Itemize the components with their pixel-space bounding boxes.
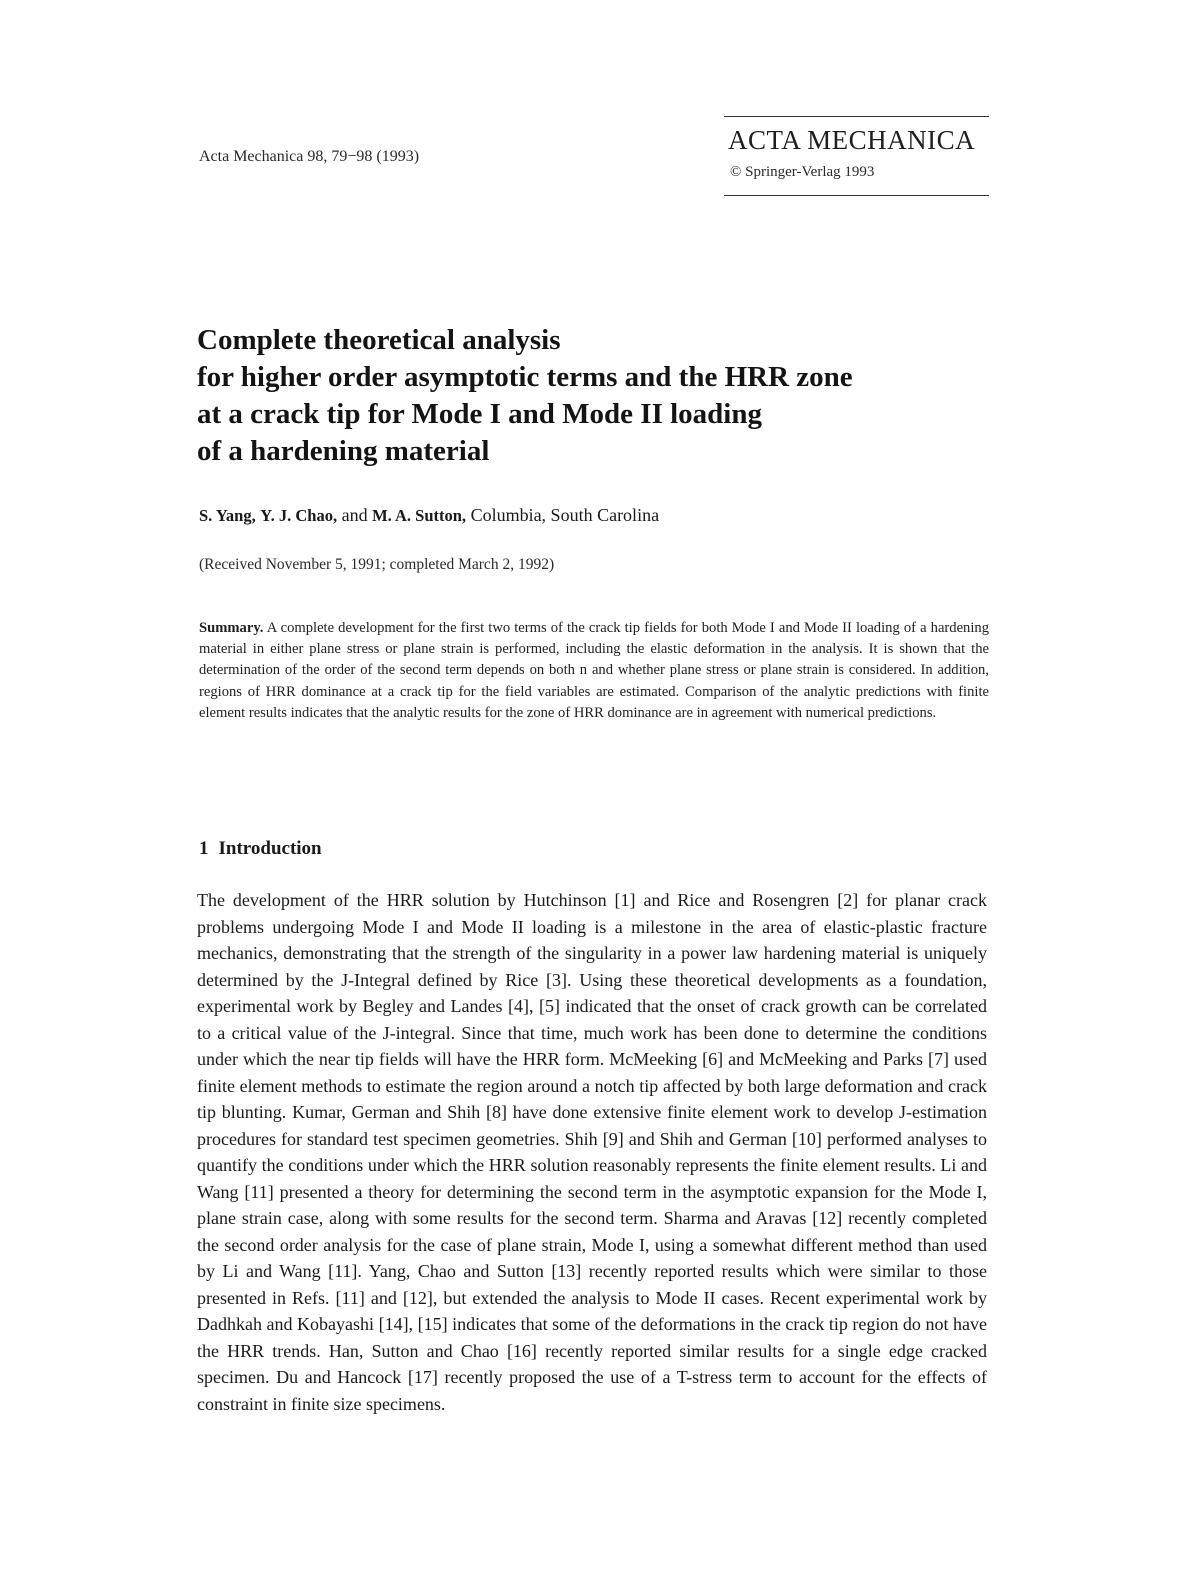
section-title: Introduction — [218, 838, 322, 859]
journal-masthead — [724, 116, 989, 196]
title-line: of a hardening material — [197, 435, 490, 467]
title-line: Complete theoretical analysis — [197, 324, 561, 356]
publisher-copyright: © Springer-Verlag 1993 — [730, 164, 875, 180]
paper-title — [197, 322, 1017, 470]
journal-name: ACTA MECHANICA — [728, 125, 976, 155]
author-affiliation: Columbia, South Carolina — [470, 505, 660, 525]
abstract — [199, 618, 989, 724]
abstract-label: Summary. — [199, 620, 264, 636]
journal-citation: Acta Mechanica 98, 79−98 (1993) — [199, 148, 420, 165]
received-dates: (Received November 5, 1991; completed March 2, 1992) — [199, 556, 555, 573]
author-conjunction: and — [341, 505, 368, 525]
section-heading — [199, 838, 322, 860]
author-name: S. Yang, — [199, 506, 256, 525]
introduction-paragraph: The development of the HRR solution by Hutchinson [1] and Rice and Rosengren [2] for planar crack problems undergoing Mode I and Mode II loading is a milestone in the area of elastic-plastic fracture mechanics, demonstrating that the strength of the singularity in a power law hardening material is uniquely determined by the J-Integral defined by Rice [3]. Using these theoretical developments as a foundation, experimental work by Begley and Landes [4], [5] indicated that the onset of crack growth can be correlated to a critical value of the J-integral. Since that time, much work has been done to determine the conditions under which the near tip fields will have the HRR form. McMeeking [6] and McMeeking and Parks [7] used finite element methods to estimate the region around a notch tip affected by both large deformation and crack tip blunting. Kumar, German and Shih [8] have done extensive finite element work to develop J-estimation procedures for standard test specimen geometries. Shih [9] and Shih and German [10] performed analyses to quantify the conditions under which the HRR solution reasonably represents the finite element results. Li and Wang [11] presented a theory for determining the second term in the asymptotic expansion for the Mode I, plane strain case, along with some results for the second term. Sharma and Aravas [12] recently completed the second order analysis for the case of plane strain, Mode I, using a somewhat different method than used by Li and Wang [11]. Yang, Chao and Sutton [13] recently reported results which were similar to those presented in Refs. [11] and [12], but extended the analysis to Mode II cases. Recent experimental work by Dadhkah and Kobayashi [14], [15] indicates that some of the deformations in the crack tip region do not have the HRR trends. Han, Sutton and Chao [16] recently reported similar results for a single edge cracked specimen. Du and Hancock [17] recently proposed the use of a T-stress term to account for the effects of constraint in finite size specimens. — [197, 890, 987, 1414]
section-number: 1 — [199, 838, 209, 859]
author-line — [199, 505, 659, 526]
author-name: Y. J. Chao, — [260, 506, 338, 525]
author-name: M. A. Sutton, — [372, 506, 467, 525]
title-line: at a crack tip for Mode I and Mode II loading — [197, 398, 762, 430]
title-line: for higher order asymptotic terms and the HRR zone — [197, 361, 853, 393]
abstract-text: A complete development for the first two terms of the crack tip fields for both Mode I and Mode II loading of a hardening material in either plane stress or plane strain is performed, including the elastic deformation in the analysis. It is shown that the determination of the order of the second term depends on both n and whether plane stress or plane strain is considered. In addition, regions of HRR dominance at a crack tip for the field variables are estimated. Comparison of the analytic predictions with finite element results indicates that the analytic results for the zone of HRR dominance are in agreement with numerical predictions. — [199, 620, 989, 721]
